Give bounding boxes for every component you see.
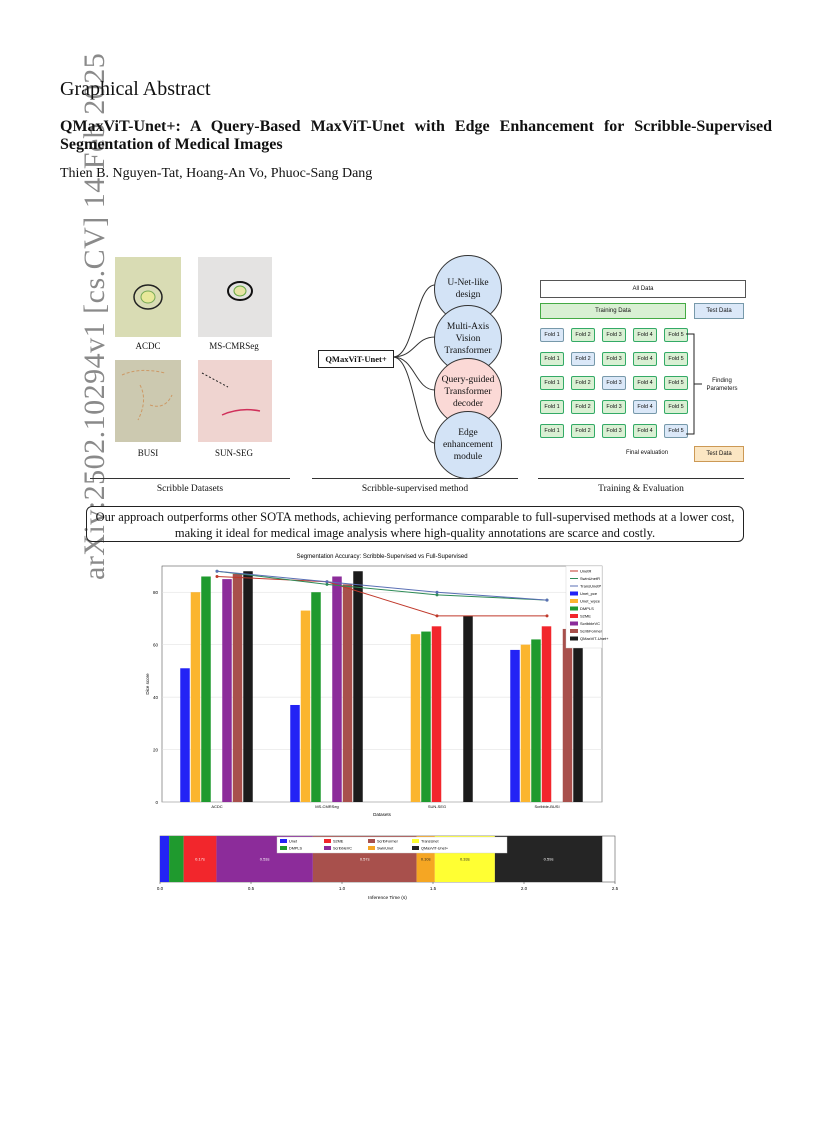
bar	[510, 650, 520, 802]
legend-swatch	[412, 839, 419, 843]
legend-label: ScribFormer	[377, 839, 398, 844]
segment-label: 0.17s	[195, 856, 205, 862]
fold-cell: Fold 2	[571, 328, 595, 342]
bar	[432, 626, 442, 802]
dataset-label: BUSI	[137, 448, 159, 458]
method-node: Edge enhancement module	[434, 411, 502, 479]
legend-swatch	[324, 846, 331, 850]
legend-swatch	[570, 622, 578, 626]
fold-cell: Fold 3	[602, 328, 626, 342]
x-tick-label: 1.0	[338, 886, 346, 891]
x-tick-label: Scribble-BUSI	[534, 804, 560, 809]
legend-swatch	[412, 846, 419, 850]
paper-title: QMaxViT-Unet+: A Query-Based MaxViT-Unet with Edge Enhancement for Scribble-Supervised Segmentation of Medical Images	[60, 118, 772, 153]
fold-cell: Fold 5	[664, 328, 688, 342]
bar	[421, 632, 431, 802]
bar	[411, 634, 421, 802]
legend-swatch	[570, 607, 578, 611]
fold-cell: Fold 5	[664, 376, 688, 390]
fold-cell: Fold 4	[633, 352, 657, 366]
all-data-box: All Data	[540, 280, 746, 298]
datasets-panel	[110, 255, 290, 495]
chart-title: Segmentation Accuracy: Scribble-Supervised vs Full-Supervised	[296, 554, 468, 560]
legend-swatch	[324, 839, 331, 843]
legend-label: Unet	[289, 839, 298, 844]
legend-label: DMPLS	[289, 846, 303, 851]
summary-box: Our approach outperforms other SOTA methods, achieving performance comparable to full-supervised methods at a lower cost, making it ideal for medical image analysis where high-quality annotations are scarce and costly.	[86, 506, 744, 542]
legend-swatch	[280, 846, 287, 850]
segment-label: 0.10s	[420, 856, 431, 862]
x-tick-label: 2.5	[611, 886, 619, 891]
training-data-box: Training Data	[540, 303, 686, 319]
legend-swatch	[280, 839, 287, 843]
x-axis-label: Datasets	[373, 812, 391, 817]
y-tick-label: 60	[152, 642, 158, 648]
bar	[301, 611, 311, 802]
method-root: QMaxViT-Unet+	[318, 350, 394, 368]
y-tick-label: 20	[152, 747, 158, 753]
section-heading: Graphical Abstract	[60, 78, 211, 100]
panel-divider	[538, 478, 744, 479]
line-point	[326, 583, 329, 586]
legend-label: TransUnet	[421, 839, 439, 844]
x-tick-label: MS-CMRSeg	[315, 804, 339, 809]
legend-swatch	[570, 599, 578, 603]
method-caption: Scribble-supervised method	[361, 484, 469, 494]
line-point	[436, 614, 439, 617]
bar	[353, 571, 363, 802]
segment-label: 0.33s	[459, 856, 470, 862]
y-tick-label: 80	[152, 590, 158, 596]
line-point	[436, 591, 439, 594]
bar	[463, 616, 473, 802]
line-point	[546, 599, 549, 602]
finding-parameters: Finding Parameters	[706, 378, 738, 392]
fold-cell: Fold 3	[602, 424, 626, 438]
legend-swatch	[368, 839, 375, 843]
legend-label: SwinUnet	[377, 846, 394, 851]
ms-cmrseg-image	[198, 257, 272, 337]
bar	[191, 592, 201, 802]
dataset-images	[110, 255, 290, 455]
bar	[222, 579, 232, 802]
dataset-label: SUN-SEG	[214, 448, 253, 458]
fold-cell: Fold 1	[540, 400, 564, 414]
fold-cell: Fold 3	[602, 376, 626, 390]
legend-label: DMPLS	[580, 606, 594, 611]
legend-label: SwinUnetR	[580, 576, 601, 581]
legend-label: Unet_wpce	[580, 598, 601, 604]
sun-seg-image	[198, 360, 272, 442]
segment-label: 0.57s	[359, 856, 370, 862]
method-node: U-Net-like design	[434, 255, 502, 323]
fold-cell: Fold 3	[602, 352, 626, 366]
fold-cell: Fold 2	[571, 376, 595, 390]
datasets-caption: Scribble Datasets	[156, 484, 224, 494]
paper-authors: Thien B. Nguyen-Tat, Hoang-An Vo, Phuoc-Sang Dang	[60, 166, 373, 181]
legend-label: UnetR	[580, 568, 592, 574]
bar	[573, 621, 583, 802]
line-point	[436, 593, 439, 596]
x-tick-label: 2.0	[520, 886, 528, 891]
time-segment	[169, 836, 184, 882]
x-tick-label: 1.5	[429, 886, 437, 891]
method-node: Multi-Axis Vision Transformer	[434, 305, 502, 373]
bar	[332, 576, 342, 802]
dataset-label: MS-CMRSeg	[209, 341, 259, 351]
x-tick-label: 0.0	[156, 886, 164, 891]
line-point	[546, 614, 549, 617]
fold-cell: Fold 5	[664, 424, 688, 438]
legend-label: ScribbleVC	[580, 621, 601, 626]
bar	[180, 668, 190, 802]
test-data-box: Test Data	[694, 303, 744, 319]
series-line	[217, 571, 547, 600]
arxiv-watermark: arXiv:2502.10294v1 [cs.CV] 14 Feb 2025	[78, 52, 111, 580]
legend-swatch	[570, 637, 578, 641]
method-node: Query-guided Transformer decoder	[434, 358, 502, 426]
legend-label: S2ME	[580, 613, 591, 619]
fold-cell: Fold 4	[633, 328, 657, 342]
fold-cell: Fold 2	[571, 424, 595, 438]
fold-cell: Fold 5	[664, 400, 688, 414]
panel-divider	[312, 478, 518, 479]
legend-label: QMaxViT-Unet+	[580, 636, 609, 641]
legend-label: Unet_pce	[580, 591, 598, 596]
fold-cell: Fold 4	[633, 400, 657, 414]
fold-cell: Fold 3	[602, 400, 626, 414]
legend-label: QMaxViT-Unet+	[421, 846, 449, 851]
legend-swatch	[570, 629, 578, 633]
bar	[521, 645, 531, 802]
legend-swatch	[570, 592, 578, 596]
legend-swatch	[570, 614, 578, 618]
line-point	[216, 570, 219, 573]
x-tick-label: ACDC	[211, 804, 223, 809]
fold-cell: Fold 1	[540, 376, 564, 390]
bar	[563, 629, 573, 802]
bar	[343, 584, 353, 802]
legend-label: ScribFormer	[580, 628, 603, 634]
fold-cell: Fold 1	[540, 352, 564, 366]
inference-chart	[150, 832, 630, 907]
fold-cell: Fold 1	[540, 328, 564, 342]
y-tick-label: 0	[155, 800, 158, 805]
segment-label: 0.59s	[543, 856, 554, 862]
bar	[243, 571, 253, 802]
fold-cell: Fold 2	[571, 400, 595, 414]
x-axis-label: Inference Time (s)	[368, 896, 407, 901]
bar	[290, 705, 300, 802]
fold-cell: Fold 4	[633, 424, 657, 438]
fold-cell: Fold 2	[571, 352, 595, 366]
test-data-final: Test Data	[694, 446, 744, 462]
time-segment	[160, 836, 169, 882]
line-point	[326, 580, 329, 583]
segment-label: 0.53s	[259, 856, 270, 862]
fold-cell: Fold 1	[540, 424, 564, 438]
final-evaluation: Final evaluation	[626, 450, 669, 456]
bar	[233, 574, 243, 802]
fold-cell: Fold 5	[664, 352, 688, 366]
x-tick-label: SUN-SEG	[427, 804, 447, 809]
legend-label: S2ME	[333, 839, 344, 844]
fold-cell: Fold 4	[633, 376, 657, 390]
x-tick-label: 0.5	[247, 886, 255, 891]
dataset-label: ACDC	[135, 341, 161, 351]
legend-label: ScribbleVC	[333, 846, 352, 851]
training-caption: Training & Evaluation	[598, 484, 684, 494]
busi-image	[115, 360, 181, 442]
bar	[311, 592, 321, 802]
legend-swatch	[368, 846, 375, 850]
panel-divider	[90, 478, 290, 479]
dice-chart	[140, 550, 650, 820]
y-axis-label: Dice score	[145, 673, 150, 695]
y-tick-label: 40	[152, 695, 158, 701]
legend-label: TransUnetP	[580, 583, 602, 589]
bar	[531, 639, 541, 802]
line-point	[216, 575, 219, 578]
bar	[201, 576, 211, 802]
bar	[542, 626, 552, 802]
